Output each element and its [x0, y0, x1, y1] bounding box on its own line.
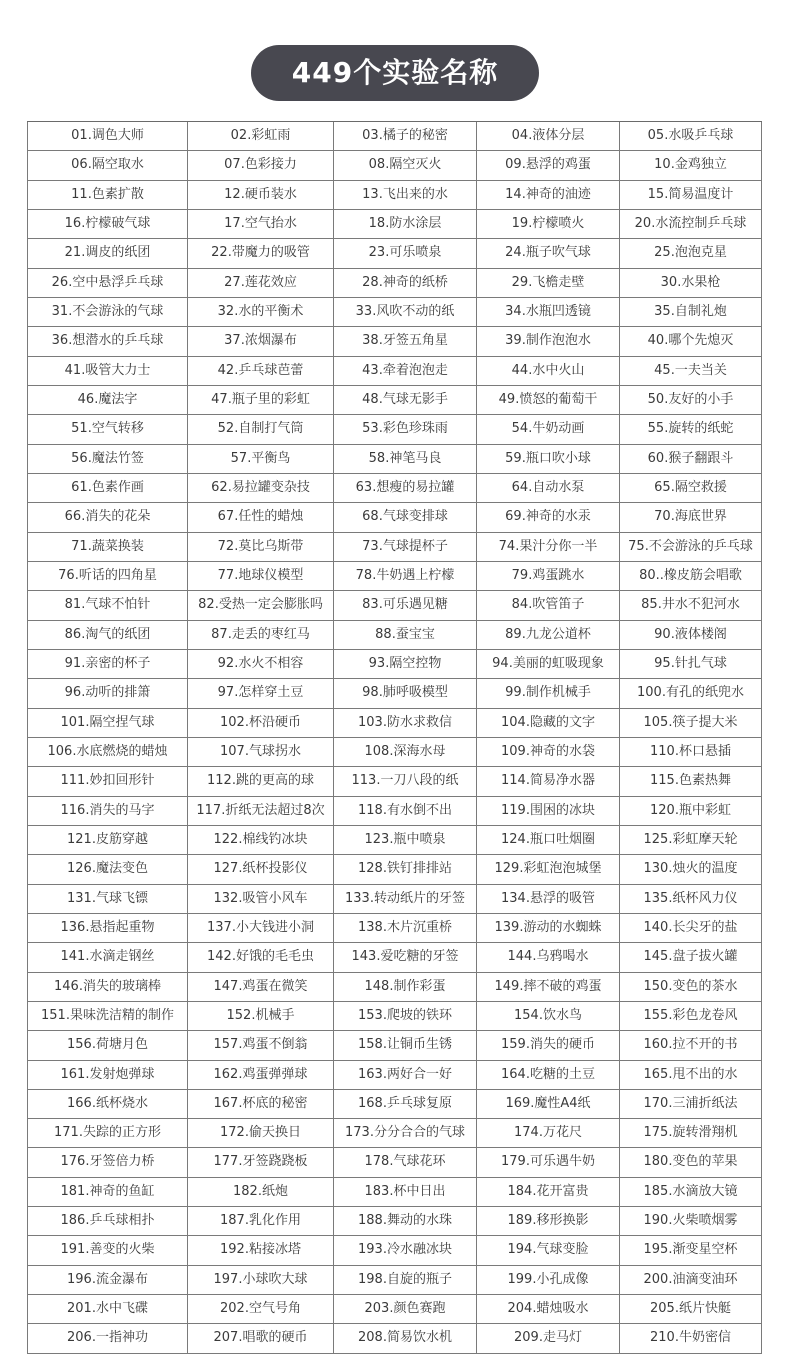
table-cell: 84.吹管笛子 [476, 591, 619, 619]
table-cell: 10.金鸡独立 [619, 151, 762, 179]
table-cell: 158.让铜币生锈 [333, 1031, 476, 1059]
table-cell: 21.调皮的纸团 [27, 239, 187, 267]
table-cell: 43.牵着泡泡走 [333, 357, 476, 385]
table-cell: 75.不会游泳的乒乓球 [619, 533, 762, 561]
table-cell: 133.转动纸片的牙签 [333, 885, 476, 913]
table-cell: 19.柠檬喷火 [476, 210, 619, 238]
table-cell: 161.发射炮弹球 [27, 1061, 187, 1089]
table-cell: 60.猴子翻跟斗 [619, 445, 762, 473]
table-cell: 202.空气号角 [187, 1295, 333, 1323]
table-cell: 92.水火不相容 [187, 650, 333, 678]
table-row [27, 943, 762, 972]
table-cell: 93.隔空控物 [333, 650, 476, 678]
table-cell: 155.彩色龙卷风 [619, 1002, 762, 1030]
table-cell: 172.偷天换日 [187, 1119, 333, 1147]
table-cell: 45.一夫当关 [619, 357, 762, 385]
table-row [27, 738, 762, 767]
table-cell: 97.怎样穿土豆 [187, 679, 333, 707]
table-cell: 201.水中飞碟 [27, 1295, 187, 1323]
table-cell: 64.自动水泵 [476, 474, 619, 502]
table-cell: 71.蔬菜换装 [27, 533, 187, 561]
table-cell: 177.牙签跷跷板 [187, 1148, 333, 1176]
table-cell: 53.彩色珍珠雨 [333, 415, 476, 443]
table-cell: 29.飞檐走壁 [476, 269, 619, 297]
table-cell: 123.瓶中喷泉 [333, 826, 476, 854]
table-cell: 03.橘子的秘密 [333, 122, 476, 150]
table-cell: 94.美丽的虹吸现象 [476, 650, 619, 678]
table-row [27, 151, 762, 180]
table-cell: 02.彩虹雨 [187, 122, 333, 150]
table-cell: 153.爬坡的铁环 [333, 1002, 476, 1030]
table-row [27, 1324, 762, 1353]
table-cell: 139.游动的水蜘蛛 [476, 914, 619, 942]
table-cell: 08.隔空灭火 [333, 151, 476, 179]
table-cell: 146.消失的玻璃棒 [27, 973, 187, 1001]
table-row [27, 973, 762, 1002]
table-cell: 01.调色大师 [27, 122, 187, 150]
table-cell: 134.悬浮的吸管 [476, 885, 619, 913]
table-cell: 138.木片沉重桥 [333, 914, 476, 942]
table-cell: 62.易拉罐变杂技 [187, 474, 333, 502]
table-cell: 117.折纸无法超过8次 [187, 797, 333, 825]
table-cell: 115.色素热舞 [619, 767, 762, 795]
table-cell: 89.九龙公道杯 [476, 621, 619, 649]
table-cell: 180.变色的苹果 [619, 1148, 762, 1176]
table-row [27, 1295, 762, 1324]
table-cell: 73.气球提杯子 [333, 533, 476, 561]
table-row [27, 1207, 762, 1236]
table-cell: 167.杯底的秘密 [187, 1090, 333, 1118]
table-row [27, 533, 762, 562]
table-cell: 144.乌鸦喝水 [476, 943, 619, 971]
table-cell: 99.制作机械手 [476, 679, 619, 707]
table-row [27, 386, 762, 415]
table-cell: 197.小球吹大球 [187, 1266, 333, 1294]
table-cell: 119.围困的冰块 [476, 797, 619, 825]
table-cell: 87.走丢的枣红马 [187, 621, 333, 649]
table-row [27, 1236, 762, 1265]
table-cell: 39.制作泡泡水 [476, 327, 619, 355]
table-cell: 49.愤怒的葡萄干 [476, 386, 619, 414]
table-cell: 65.隔空救援 [619, 474, 762, 502]
table-cell: 86.淘气的纸团 [27, 621, 187, 649]
table-cell: 47.瓶子里的彩虹 [187, 386, 333, 414]
table-cell: 48.气球无影手 [333, 386, 476, 414]
table-row [27, 181, 762, 210]
table-cell: 162.鸡蛋弹弹球 [187, 1061, 333, 1089]
table-cell: 14.神奇的油迹 [476, 181, 619, 209]
table-cell: 163.两好合一好 [333, 1061, 476, 1089]
table-cell: 206.一指神功 [27, 1324, 187, 1352]
table-cell: 72.莫比乌斯带 [187, 533, 333, 561]
table-cell: 80..橡皮筋会唱歌 [619, 562, 762, 590]
table-cell: 120.瓶中彩虹 [619, 797, 762, 825]
table-cell: 38.牙签五角星 [333, 327, 476, 355]
table-cell: 205.纸片快艇 [619, 1295, 762, 1323]
table-cell: 55.旋转的纸蛇 [619, 415, 762, 443]
table-row [27, 1061, 762, 1090]
table-cell: 147.鸡蛋在微笑 [187, 973, 333, 1001]
table-cell: 183.杯中日出 [333, 1178, 476, 1206]
table-row [27, 445, 762, 474]
table-cell: 102.杯沿硬币 [187, 709, 333, 737]
table-cell: 128.铁钉排排站 [333, 855, 476, 883]
table-cell: 191.善变的火柴 [27, 1236, 187, 1264]
table-cell: 32.水的平衡术 [187, 298, 333, 326]
table-cell: 142.好饿的毛毛虫 [187, 943, 333, 971]
table-cell: 188.舞动的水珠 [333, 1207, 476, 1235]
table-cell: 160.拉不开的书 [619, 1031, 762, 1059]
table-cell: 79.鸡蛋跳水 [476, 562, 619, 590]
table-cell: 74.果汁分你一半 [476, 533, 619, 561]
table-cell: 42.乒乓球芭蕾 [187, 357, 333, 385]
table-row [27, 239, 762, 268]
table-row [27, 1178, 762, 1207]
table-cell: 95.针扎气球 [619, 650, 762, 678]
table-cell: 203.颜色赛跑 [333, 1295, 476, 1323]
table-cell: 25.泡泡克星 [619, 239, 762, 267]
table-cell: 06.隔空取水 [27, 151, 187, 179]
table-row [27, 327, 762, 356]
table-cell: 179.可乐遇牛奶 [476, 1148, 619, 1176]
table-cell: 156.荷塘月色 [27, 1031, 187, 1059]
table-row [27, 885, 762, 914]
table-cell: 90.液体楼阁 [619, 621, 762, 649]
table-cell: 59.瓶口吹小球 [476, 445, 619, 473]
table-cell: 05.水吸乒乓球 [619, 122, 762, 150]
table-cell: 105.筷子提大米 [619, 709, 762, 737]
table-row [27, 709, 762, 738]
table-cell: 67.任性的蜡烛 [187, 503, 333, 531]
table-cell: 189.移形换影 [476, 1207, 619, 1235]
table-row [27, 562, 762, 591]
experiment-table [27, 121, 762, 1354]
table-cell: 148.制作彩蛋 [333, 973, 476, 1001]
table-cell: 185.水滴放大镜 [619, 1178, 762, 1206]
table-cell: 88.蚕宝宝 [333, 621, 476, 649]
table-cell: 110.杯口悬插 [619, 738, 762, 766]
table-row [27, 855, 762, 884]
table-cell: 121.皮筋穿越 [27, 826, 187, 854]
table-cell: 108.深海水母 [333, 738, 476, 766]
table-cell: 145.盘子拔火罐 [619, 943, 762, 971]
table-row [27, 357, 762, 386]
table-cell: 68.气球变排球 [333, 503, 476, 531]
table-cell: 111.妙扣回形针 [27, 767, 187, 795]
table-cell: 63.想瘦的易拉罐 [333, 474, 476, 502]
table-cell: 154.饮水鸟 [476, 1002, 619, 1030]
table-cell: 124.瓶口吐烟圈 [476, 826, 619, 854]
table-cell: 77.地球仪模型 [187, 562, 333, 590]
table-cell: 157.鸡蛋不倒翁 [187, 1031, 333, 1059]
table-row [27, 415, 762, 444]
table-row [27, 503, 762, 532]
table-cell: 18.防水涂层 [333, 210, 476, 238]
table-cell: 136.悬指起重物 [27, 914, 187, 942]
table-cell: 122.棉线钓冰块 [187, 826, 333, 854]
table-cell: 194.气球变脸 [476, 1236, 619, 1264]
table-cell: 51.空气转移 [27, 415, 187, 443]
table-cell: 187.乳化作用 [187, 1207, 333, 1235]
table-cell: 23.可乐喷泉 [333, 239, 476, 267]
table-cell: 04.液体分层 [476, 122, 619, 150]
table-cell: 199.小孔成像 [476, 1266, 619, 1294]
table-cell: 140.长尖牙的盐 [619, 914, 762, 942]
table-cell: 31.不会游泳的气球 [27, 298, 187, 326]
table-cell: 132.吸管小风车 [187, 885, 333, 913]
table-cell: 30.水果枪 [619, 269, 762, 297]
table-cell: 126.魔法变色 [27, 855, 187, 883]
table-cell: 193.冷水融冰块 [333, 1236, 476, 1264]
table-cell: 13.飞出来的水 [333, 181, 476, 209]
table-cell: 178.气球花环 [333, 1148, 476, 1176]
table-cell: 26.空中悬浮乒乓球 [27, 269, 187, 297]
table-cell: 70.海底世界 [619, 503, 762, 531]
table-cell: 44.水中火山 [476, 357, 619, 385]
table-cell: 168.乒乓球复原 [333, 1090, 476, 1118]
page-title: 449个实验名称 [251, 45, 539, 101]
table-cell: 96.动听的排箫 [27, 679, 187, 707]
table-row [27, 797, 762, 826]
table-cell: 104.隐藏的文字 [476, 709, 619, 737]
table-cell: 165.甩不出的水 [619, 1061, 762, 1089]
table-cell: 98.肺呼吸模型 [333, 679, 476, 707]
table-cell: 152.机械手 [187, 1002, 333, 1030]
table-cell: 190.火柴喷烟雾 [619, 1207, 762, 1235]
table-row [27, 1148, 762, 1177]
table-row [27, 1031, 762, 1060]
table-cell: 204.蜡烛吸水 [476, 1295, 619, 1323]
table-cell: 34.水瓶凹透镜 [476, 298, 619, 326]
table-cell: 118.有水倒不出 [333, 797, 476, 825]
table-cell: 171.失踪的正方形 [27, 1119, 187, 1147]
table-row [27, 1090, 762, 1119]
table-cell: 164.吃糖的土豆 [476, 1061, 619, 1089]
table-cell: 129.彩虹泡泡城堡 [476, 855, 619, 883]
table-cell: 125.彩虹摩天轮 [619, 826, 762, 854]
table-cell: 200.油滴变油环 [619, 1266, 762, 1294]
table-cell: 208.简易饮水机 [333, 1324, 476, 1352]
table-cell: 127.纸杯投影仪 [187, 855, 333, 883]
table-cell: 52.自制打气筒 [187, 415, 333, 443]
table-cell: 11.色素扩散 [27, 181, 187, 209]
table-cell: 66.消失的花朵 [27, 503, 187, 531]
table-cell: 114.简易净水器 [476, 767, 619, 795]
table-cell: 113.一刀八段的纸 [333, 767, 476, 795]
table-row [27, 298, 762, 327]
table-cell: 15.简易温度计 [619, 181, 762, 209]
table-cell: 56.魔法竹签 [27, 445, 187, 473]
table-cell: 174.万花尺 [476, 1119, 619, 1147]
table-cell: 100.有孔的纸兜水 [619, 679, 762, 707]
table-cell: 186.乒乓球相扑 [27, 1207, 187, 1235]
table-cell: 151.果味洗洁精的制作 [27, 1002, 187, 1030]
table-cell: 57.平衡鸟 [187, 445, 333, 473]
table-cell: 37.浓烟瀑布 [187, 327, 333, 355]
table-row [27, 826, 762, 855]
table-cell: 159.消失的硬币 [476, 1031, 619, 1059]
table-cell: 27.莲花效应 [187, 269, 333, 297]
table-cell: 76.听话的四角星 [27, 562, 187, 590]
table-cell: 36.想潜水的乒乓球 [27, 327, 187, 355]
table-cell: 78.牛奶遇上柠檬 [333, 562, 476, 590]
table-row [27, 1119, 762, 1148]
table-cell: 41.吸管大力士 [27, 357, 187, 385]
table-cell: 103.防水求救信 [333, 709, 476, 737]
table-row [27, 591, 762, 620]
table-row [27, 1002, 762, 1031]
table-cell: 81.气球不怕针 [27, 591, 187, 619]
table-cell: 50.友好的小手 [619, 386, 762, 414]
table-cell: 40.哪个先熄灭 [619, 327, 762, 355]
table-cell: 169.魔性A4纸 [476, 1090, 619, 1118]
table-row [27, 122, 762, 151]
table-row [27, 1266, 762, 1295]
table-cell: 09.悬浮的鸡蛋 [476, 151, 619, 179]
table-cell: 149.摔不破的鸡蛋 [476, 973, 619, 1001]
table-row [27, 474, 762, 503]
table-cell: 143.爱吃糖的牙签 [333, 943, 476, 971]
table-cell: 61.色素作画 [27, 474, 187, 502]
table-cell: 176.牙签倍力桥 [27, 1148, 187, 1176]
table-cell: 181.神奇的鱼缸 [27, 1178, 187, 1206]
table-cell: 196.流金瀑布 [27, 1266, 187, 1294]
table-cell: 35.自制礼炮 [619, 298, 762, 326]
table-cell: 101.隔空捏气球 [27, 709, 187, 737]
table-cell: 107.气球拐水 [187, 738, 333, 766]
table-cell: 106.水底燃烧的蜡烛 [27, 738, 187, 766]
table-cell: 24.瓶子吹气球 [476, 239, 619, 267]
table-cell: 54.牛奶动画 [476, 415, 619, 443]
table-cell: 207.唱歌的硬币 [187, 1324, 333, 1352]
table-cell: 195.渐变星空杯 [619, 1236, 762, 1264]
table-row [27, 621, 762, 650]
table-row [27, 269, 762, 298]
table-cell: 85.井水不犯河水 [619, 591, 762, 619]
table-cell: 130.烛火的温度 [619, 855, 762, 883]
table-row [27, 679, 762, 708]
table-cell: 141.水滴走钢丝 [27, 943, 187, 971]
table-cell: 58.神笔马良 [333, 445, 476, 473]
table-cell: 182.纸炮 [187, 1178, 333, 1206]
table-row [27, 650, 762, 679]
table-cell: 07.色彩接力 [187, 151, 333, 179]
table-cell: 16.柠檬破气球 [27, 210, 187, 238]
table-cell: 192.粘接冰塔 [187, 1236, 333, 1264]
table-cell: 166.纸杯烧水 [27, 1090, 187, 1118]
table-cell: 210.牛奶密信 [619, 1324, 762, 1352]
table-cell: 170.三浦折纸法 [619, 1090, 762, 1118]
table-cell: 135.纸杯风力仪 [619, 885, 762, 913]
table-cell: 22.带魔力的吸管 [187, 239, 333, 267]
table-cell: 20.水流控制乒乓球 [619, 210, 762, 238]
table-cell: 109.神奇的水袋 [476, 738, 619, 766]
table-cell: 175.旋转滑翔机 [619, 1119, 762, 1147]
table-cell: 82.受热一定会膨胀吗 [187, 591, 333, 619]
table-cell: 12.硬币装水 [187, 181, 333, 209]
table-cell: 184.花开富贵 [476, 1178, 619, 1206]
table-cell: 198.自旋的瓶子 [333, 1266, 476, 1294]
table-row [27, 210, 762, 239]
table-cell: 83.可乐遇见糖 [333, 591, 476, 619]
table-cell: 116.消失的马字 [27, 797, 187, 825]
table-cell: 28.神奇的纸桥 [333, 269, 476, 297]
table-cell: 173.分分合合的气球 [333, 1119, 476, 1147]
table-cell: 112.跳的更高的球 [187, 767, 333, 795]
table-cell: 209.走马灯 [476, 1324, 619, 1352]
table-cell: 150.变色的茶水 [619, 973, 762, 1001]
table-row [27, 914, 762, 943]
table-cell: 91.亲密的杯子 [27, 650, 187, 678]
table-cell: 69.神奇的水汞 [476, 503, 619, 531]
table-cell: 46.魔法字 [27, 386, 187, 414]
table-cell: 131.气球飞镖 [27, 885, 187, 913]
table-cell: 17.空气抬水 [187, 210, 333, 238]
table-cell: 137.小大钱进小洞 [187, 914, 333, 942]
table-cell: 33.风吹不动的纸 [333, 298, 476, 326]
table-row [27, 767, 762, 796]
